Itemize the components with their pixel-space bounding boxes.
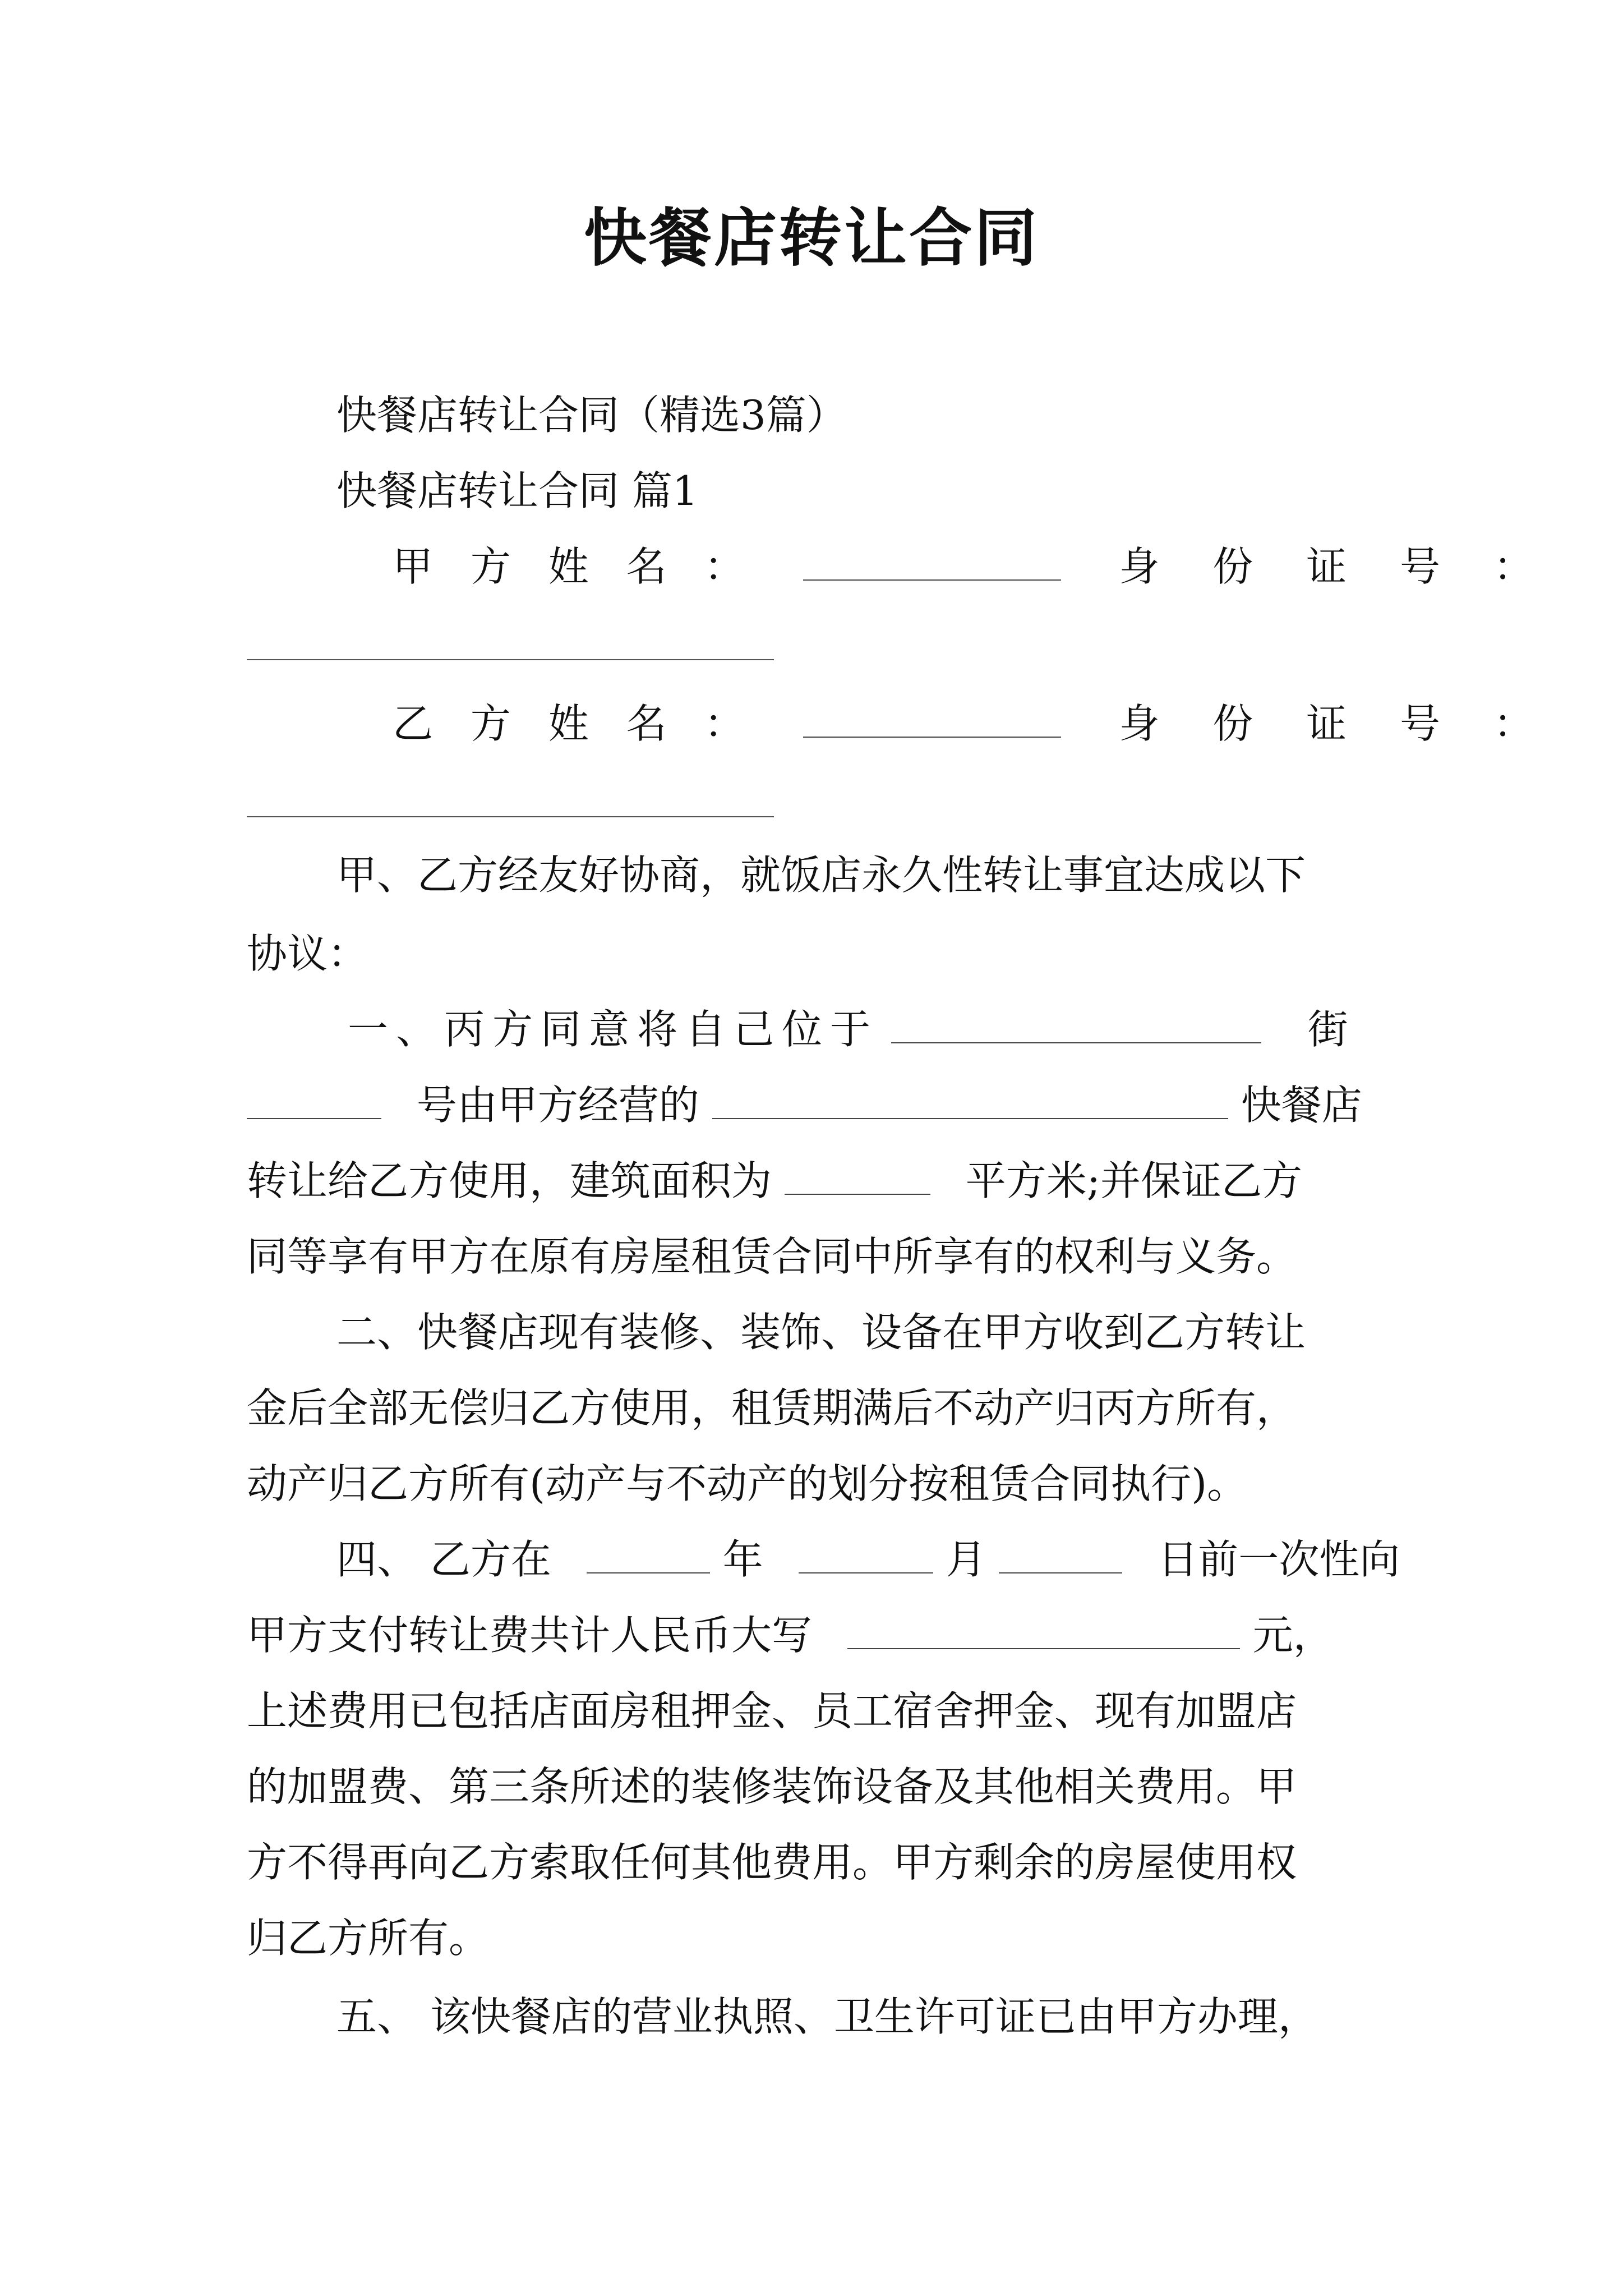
shop-name-blank <box>712 1080 1228 1119</box>
clause-2-line-1: 二、快餐店现有装修、装饰、设备在甲方收到乙方转让 <box>336 1309 1306 1356</box>
clause-4-line-5: 方不得再向乙方索取任何其他费用。甲方剩余的房屋使用权 <box>247 1839 1297 1886</box>
area-blank <box>785 1156 930 1195</box>
party-b-id-label: 身 份 证 号 ： <box>1119 700 1554 747</box>
party-a-name-label: 甲 方 姓 名 ： <box>393 543 757 590</box>
clause-1-street-text: 街 <box>1307 1006 1348 1053</box>
clause-2-line-2: 金后全部无偿归乙方使用，租赁期满后不动产归丙方所有， <box>247 1384 1297 1432</box>
party-b-name-label: 乙 方 姓 名 ： <box>393 700 757 747</box>
party-b-row <box>393 696 1554 752</box>
clause-1-text: 一、丙方同意将自己位于 <box>348 1006 879 1053</box>
clause-4-line-1 <box>336 1531 1400 1588</box>
amount-blank <box>847 1610 1240 1649</box>
yuan-text: 元， <box>1252 1612 1334 1659</box>
clause-4-fee-text: 甲方支付转让费共计人民币大写 <box>247 1612 813 1659</box>
clause-1-sqm-text: 平方米;并保证乙方 <box>965 1157 1303 1204</box>
clause-4-onetime-text: 日前一次性向 <box>1158 1536 1400 1583</box>
year-text: 年 <box>722 1536 763 1583</box>
month-text: 月 <box>946 1536 986 1583</box>
clause-4-line-2 <box>247 1607 1391 1663</box>
month-blank <box>799 1534 933 1573</box>
section-heading: 快餐店转让合同 篇1 <box>336 467 698 514</box>
clause-1-line-3 <box>247 1153 1391 1209</box>
party-a-id-label: 身 份 证 号 ： <box>1119 543 1554 590</box>
document-title: 快餐店转让合同 <box>584 201 1039 275</box>
clause-2-line-3: 动产归乙方所有(动产与不动产的划分按租赁合同执行)。 <box>247 1460 1248 1507</box>
clause-5-line-1: 五、 该快餐店的营业执照、卫生许可证已由甲方办理， <box>336 1993 1318 2040</box>
party-a-row <box>393 539 1554 595</box>
party-a-id-blank <box>247 659 774 660</box>
clause-1-line-2 <box>247 1077 1391 1133</box>
clause-1-area-text: 转让给乙方使用，建筑面积为 <box>247 1157 772 1204</box>
party-b-name-blank <box>803 698 1061 738</box>
day-blank <box>999 1534 1122 1573</box>
intro-line-1: 甲、乙方经友好协商，就饭店永久性转让事宜达成以下 <box>336 852 1306 899</box>
clause-1-line-4: 同等享有甲方在原有房屋租赁合同中所享有的权利与义务。 <box>247 1233 1297 1280</box>
party-a-name-blank <box>803 541 1061 581</box>
clause-1-shop-text: 快餐店 <box>1241 1082 1362 1129</box>
street-blank <box>891 1004 1261 1043</box>
year-blank <box>587 1534 710 1573</box>
party-b-id-blank <box>247 816 774 817</box>
clause-1-line-1 <box>348 1001 1391 1057</box>
document-subtitle: 快餐店转让合同（精选3篇） <box>336 392 847 439</box>
clause-4-payer-text: 四、 乙方在 <box>336 1536 551 1583</box>
clause-1-operated-text: 号由甲方经营的 <box>416 1082 699 1129</box>
intro-line-2: 协议： <box>247 930 368 977</box>
clause-4-line-6: 归乙方所有。 <box>247 1915 490 1962</box>
clause-4-line-3: 上述费用已包括店面房租押金、员工宿舍押金、现有加盟店 <box>247 1687 1297 1734</box>
clause-4-line-4: 的加盟费、第三条所述的装修装饰设备及其他相关费用。甲 <box>247 1763 1297 1810</box>
number-blank <box>247 1080 381 1119</box>
